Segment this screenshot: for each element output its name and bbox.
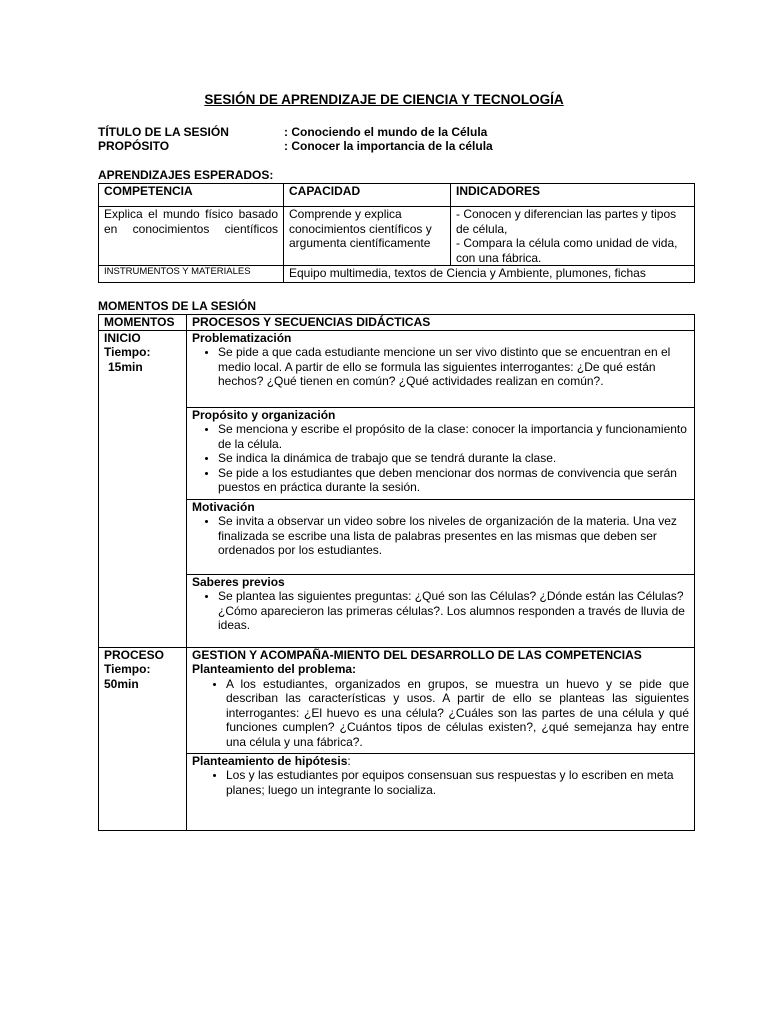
proposito-list [192, 422, 689, 495]
hipotesis-cell [187, 753, 695, 830]
meta-titulo-row [98, 125, 487, 140]
indicador-1: - Conocen y diferencian las partes y tipos de célula, [456, 207, 677, 236]
proceso-tiempo-value: 50min [104, 676, 139, 691]
saberes-item-1: • Se plantea las siguientes preguntas: ¿Qué son las Células? ¿Dónde están las Células? ¿Cómo aparecieron las primeras células?. Los alumnos responden a través de lluvia de ideas. [218, 589, 689, 633]
hipotesis-heading [192, 754, 689, 769]
competencia-cell [99, 207, 284, 266]
inicio-tiempo-label: Tiempo: [104, 345, 151, 359]
inicio-row-proposito [99, 407, 695, 499]
meta-titulo-value: : Conociendo el mundo de la Célula [284, 125, 488, 139]
proposito-item-1: • Se menciona y escribe el propósito de la clase: conocer la importancia y funcionamiento de la célula. [218, 422, 689, 451]
inicio-cell [99, 330, 187, 647]
proceso-cell [99, 647, 187, 830]
instrumentos-value: Equipo multimedia, textos de Ciencia y Ambiente, plumones, fichas [284, 266, 695, 283]
indicador-2: - Compara la célula como unidad de vida, con una fábrica. [456, 236, 678, 265]
problematizacion-item-1: • Se pide a que cada estudiante mencione un ser vivo distinto que se encuentran en el medio local. A partir de ello se formula las siguientes interrogantes: ¿De qué están hechos? ¿Qué tienen en común? ¿Qué actividades realizan en común?. [218, 345, 689, 389]
proceso-row-gestion [99, 647, 695, 753]
meta-proposito-value: : Conocer la importancia de la célula [284, 139, 493, 153]
header-capacidad: CAPACIDAD [284, 184, 451, 207]
capacidad-cell [284, 207, 451, 266]
capacidad-text: Comprende y explica conocimientos científicos y argumenta científicamente [289, 207, 432, 250]
gestion-title: GESTION Y ACOMPAÑA-MIENTO DEL DESARROLLO DE LAS COMPETENCIAS [192, 647, 642, 662]
momentos-table [98, 314, 695, 831]
motivacion-cell [187, 499, 695, 574]
gestion-list [192, 677, 689, 750]
hipotesis-title: Planteamiento de hipótesis [192, 753, 348, 768]
inicio-tiempo-value: 15min [108, 359, 143, 374]
aprendizajes-row [99, 207, 695, 266]
header-competencia: COMPETENCIA [99, 184, 284, 207]
gestion-subtitle: Planteamiento del problema: [192, 662, 357, 676]
proceso-row-hipotesis [99, 753, 695, 830]
problematizacion-list [192, 345, 689, 389]
instrumentos-row [99, 266, 695, 283]
header-procesos: PROCESOS Y SECUENCIAS DIDÁCTICAS [187, 315, 695, 331]
problematizacion-title: Problematización [192, 330, 292, 345]
hipotesis-list [192, 768, 689, 797]
saberes-title: Saberes previos [192, 574, 285, 589]
meta-proposito-row [98, 139, 493, 154]
hipotesis-item-1: • Los y las estudiantes por equipos consensuan sus respuestas y lo escriben en meta planes; luego un integrante lo socializa. [226, 768, 689, 797]
aprendizajes-label: APRENDIZAJES ESPERADOS: [98, 168, 274, 182]
gestion-cell [187, 647, 695, 753]
meta-proposito-key: PROPÓSITO [98, 139, 170, 153]
meta-titulo-key: TÍTULO DE LA SESIÓN [98, 125, 229, 139]
competencia-text: Explica el mundo físico basado en conocimientos científicos [104, 207, 278, 236]
momentos-header-row [99, 315, 695, 331]
hipotesis-title-suffix: : [347, 753, 351, 768]
proposito-item-3: • Se pide a los estudiantes que deben mencionar dos normas de convivencia que serán puestos en práctica durante la sesión. [218, 466, 689, 495]
aprendizajes-header-row [99, 184, 695, 207]
page-title: SESIÓN DE APRENDIZAJE DE CIENCIA Y TECNOLOGÍA [204, 92, 564, 107]
motivacion-list [192, 514, 689, 558]
motivacion-item-1: • Se invita a observar un video sobre los niveles de organización de la materia. Una vez finalizada se escribe una lista de palabras presentes en las mismas que deben ser ordenados por los estudiantes. [218, 514, 689, 558]
header-indicadores: INDICADORES [451, 184, 695, 207]
saberes-cell [187, 574, 695, 647]
proposito-title: Propósito y organización [192, 407, 336, 422]
problematizacion-cell [187, 330, 695, 407]
saberes-list [192, 589, 689, 633]
indicadores-cell [451, 207, 695, 266]
inicio-row-motivacion [99, 499, 695, 574]
proposito-cell [187, 407, 695, 499]
inicio-label: INICIO [104, 330, 141, 345]
proposito-item-2: • Se indica la dinámica de trabajo que se tendrá durante la clase. [218, 451, 689, 466]
header-momentos: MOMENTOS [99, 315, 187, 331]
momentos-label: MOMENTOS DE LA SESIÓN [98, 299, 257, 313]
instrumentos-label: INSTRUMENTOS Y MATERIALES [99, 266, 284, 283]
aprendizajes-table [98, 183, 695, 283]
gestion-item-1: • A los estudiantes, organizados en grupos, se muestra un huevo y se pide que describan las características y usos. A partir de ello se planteas las siguientes interrogantes: ¿El huevo es una célula? ¿Cuáles son las partes de una célula y qué funciones cumplen? ¿Cuántos tipos de células existen?, ¿qué semejanza hay entre una célula y una fábrica?. [226, 677, 689, 750]
proceso-label: PROCESO [104, 647, 165, 662]
motivacion-title: Motivación [192, 499, 255, 514]
inicio-row-problematizacion [99, 330, 695, 407]
inicio-row-saberes [99, 574, 695, 647]
proceso-tiempo-label: Tiempo: [104, 662, 151, 676]
